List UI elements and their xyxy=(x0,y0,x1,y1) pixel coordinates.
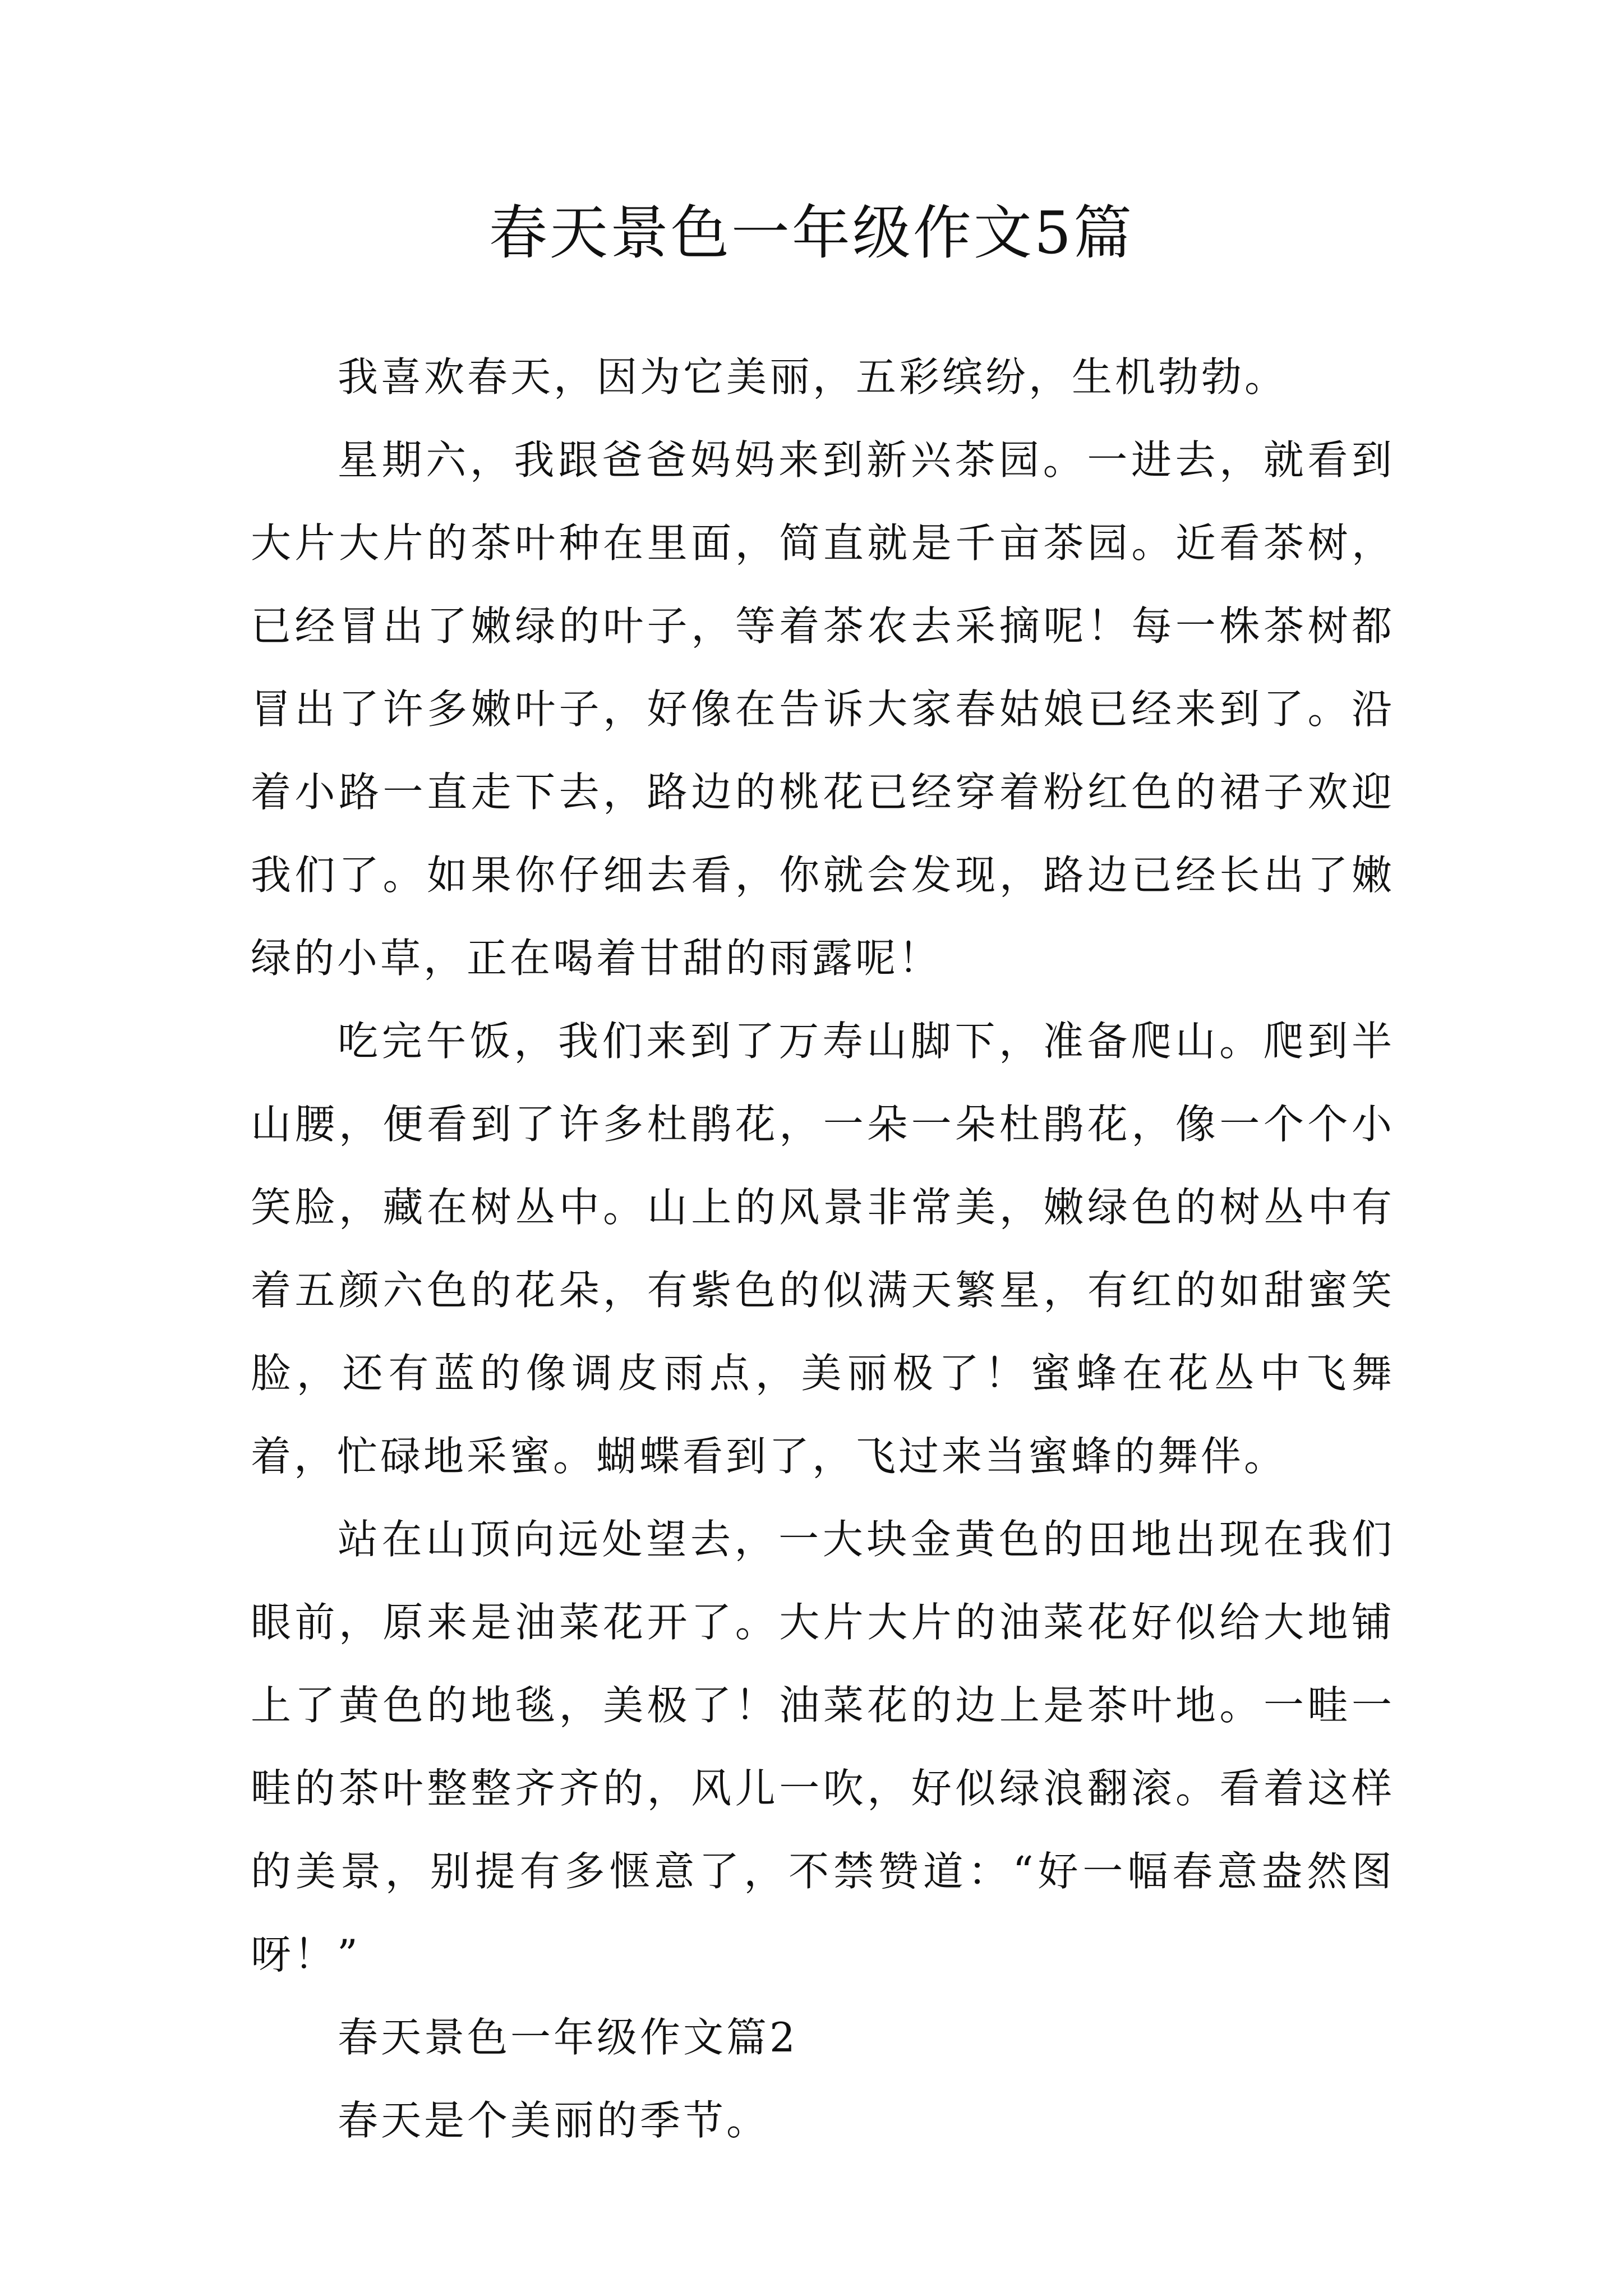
section-heading: 春天景色一年级作文篇2 xyxy=(338,2014,798,2061)
document-title: 春天景色一年级作文5篇 xyxy=(488,199,1135,267)
paragraph: 星期六，我跟爸爸妈妈来到新兴茶园。一进去，就看到大片大片的茶叶种在里面，简直就是千亩茶园。近看茶树，已经冒出了嫩绿的叶子，等着茶农去采摘呢！每一株茶树都冒出了许多嫩叶子，好像在告诉大家春姑娘已经来到了。沿着小路一直走下去，路边的桃花已经穿着粉红色的裙子欢迎我们了。如果你仔细去看，你就会发现，路边已经长出了嫩绿的小草，正在喝着甘甜的雨露呢！ xyxy=(251,436,1395,982)
paragraph: 春天是个美丽的季节。 xyxy=(338,2097,770,2144)
paragraph: 吃完午饭，我们来到了万寿山脚下，准备爬山。爬到半山腰，便看到了许多杜鹃花，一朵一朵杜鹃花，像一个个小笑脸，藏在树丛中。山上的风景非常美，嫩绿色的树丛中有着五颜六色的花朵，有紫色的似满天繁星，有红的如甜蜜笑脸，还有蓝的像调皮雨点，美丽极了！蜜蜂在花丛中飞舞着，忙碌地采蜜。蝴蝶看到了，飞过来当蜜蜂的舞伴。 xyxy=(251,1018,1395,1480)
paragraph: 站在山顶向远处望去，一大块金黄色的田地出现在我们眼前，原来是油菜花开了。大片大片的油菜花好似给大地铺上了黄色的地毯，美极了！油菜花的边上是茶叶地。一畦一畦的茶叶整整齐齐的，风儿一吹，好似绿浪翻滚。看着这样的美景，别提有多惬意了，不禁赞道：“好一幅春意盎然图呀！” xyxy=(251,1516,1395,1978)
paragraph: 我喜欢春天，因为它美丽，五彩缤纷，生机勃勃。 xyxy=(338,353,1288,401)
document-body xyxy=(251,335,1395,2162)
